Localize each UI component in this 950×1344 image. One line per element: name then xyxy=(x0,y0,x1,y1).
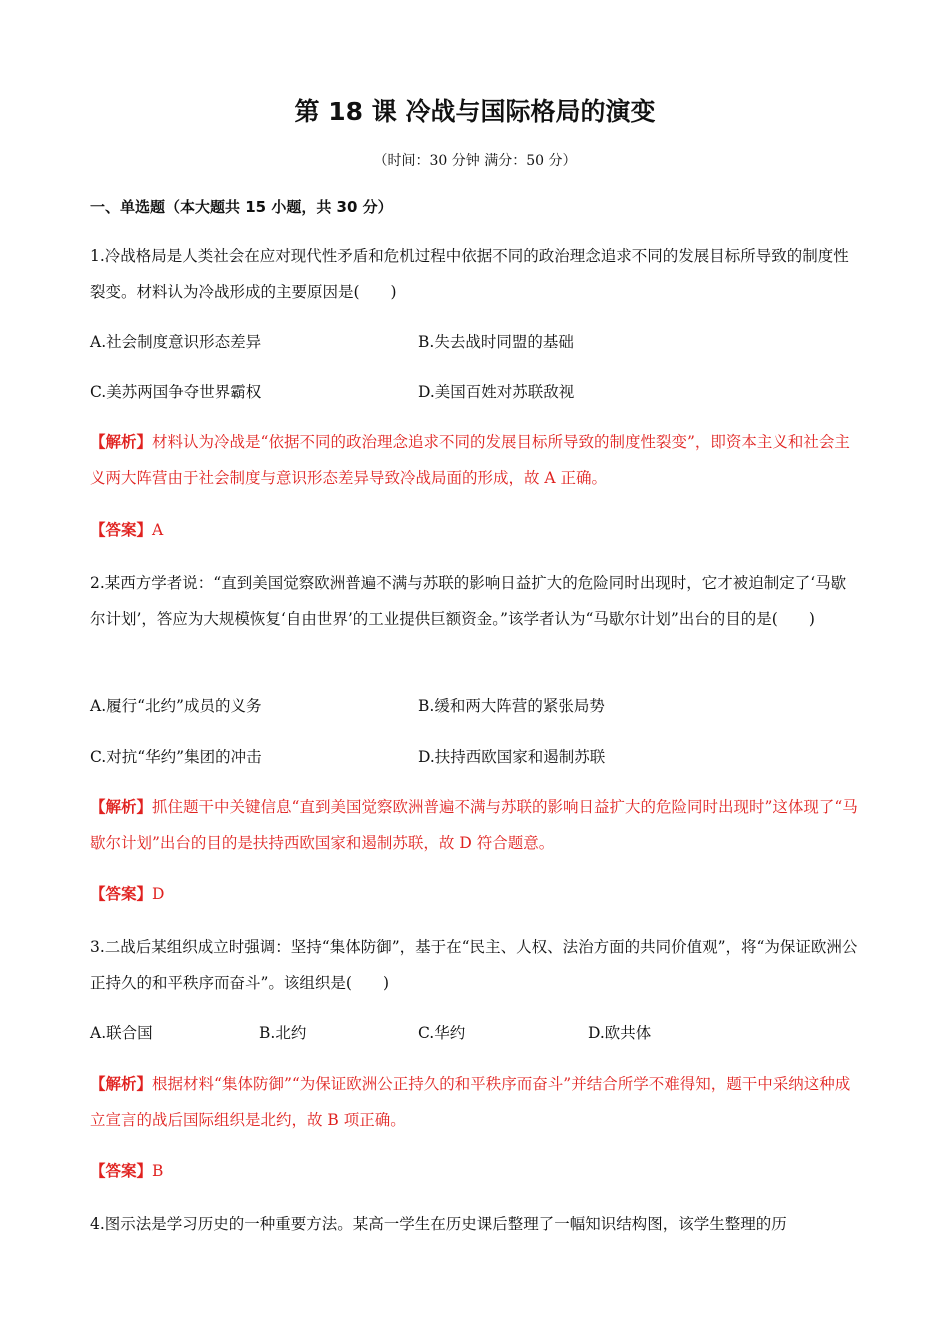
analysis-text: 根据材料“集体防御”“为保证欧洲公正持久的和平秩序而奋斗”并结合所学不难得知，题干中采纳这种成立宣言的战后国际组织是北约，故 B 项正确。 xyxy=(90,1075,851,1129)
answer-value: D xyxy=(152,885,165,903)
answer-label: 【答案】 xyxy=(90,1161,153,1180)
analysis-label: 【解析】 xyxy=(90,1074,153,1093)
question-2-option-a: A.履行“北约”成员的义务 xyxy=(90,697,262,715)
question-1-analysis xyxy=(90,424,860,496)
question-3-option-c: C.华约 xyxy=(418,1024,466,1042)
question-1-answer xyxy=(90,512,860,548)
answer-label: 【答案】 xyxy=(90,884,153,903)
question-3-stem: 3.二战后某组织成立时强调：坚持“集体防御”，基于在“民主、人权、法治方面的共同价值观”，将“为保证欧洲公正持久的和平秩序而奋斗”。该组织是( ) xyxy=(90,938,858,992)
question-1-option-c: C.美苏两国争夺世界霸权 xyxy=(90,383,262,401)
page-title: 第 18 课 冷战与国际格局的演变 xyxy=(294,97,656,126)
question-1-option-b: B.失去战时同盟的基础 xyxy=(418,333,574,351)
question-2-analysis xyxy=(90,789,860,861)
question-1-option-a: A.社会制度意识形态差异 xyxy=(90,333,262,351)
question-3-answer xyxy=(90,1153,860,1189)
answer-value: B xyxy=(152,1162,164,1180)
question-1-option-d: D.美国百姓对苏联敌视 xyxy=(418,383,575,401)
answer-label: 【答案】 xyxy=(90,520,153,539)
analysis-text: 材料认为冷战是“依据不同的政治理念追求不同的发展目标所导致的制度性裂变”，即资本主义和社会主义两大阵营由于社会制度与意识形态差异导致冷战局面的形成，故 A 正确。 xyxy=(90,433,850,487)
analysis-label: 【解析】 xyxy=(90,797,153,816)
question-2-stem: 2.某西方学者说：“直到美国觉察欧洲普遍不满与苏联的影响日益扩大的危险同时出现时，它才被迫制定了‘马歇尔计划’，答应为大规模恢复‘自由世界’的工业提供巨额资金。”该学者认为“马歇尔计划”出台的目的是( ) xyxy=(90,574,847,628)
question-2-answer xyxy=(90,876,860,912)
question-3-option-b: B.北约 xyxy=(259,1024,307,1042)
answer-value: A xyxy=(152,521,164,539)
question-2-option-d: D.扶持西欧国家和遏制苏联 xyxy=(418,748,606,766)
analysis-label: 【解析】 xyxy=(90,432,153,451)
question-2-option-b: B.缓和两大阵营的紧张局势 xyxy=(418,697,605,715)
section-heading: 一、单选题（本大题共 15 小题，共 30 分） xyxy=(90,198,393,216)
question-3-analysis xyxy=(90,1066,860,1138)
question-1-stem: 1.冷战格局是人类社会在应对现代性矛盾和危机过程中依据不同的政治理念追求不同的发展目标所导致的制度性裂变。材料认为冷战形成的主要原因是( ) xyxy=(90,247,849,301)
exam-info: （时间：30 分钟 满分：50 分） xyxy=(373,153,577,169)
question-3-option-d: D.欧共体 xyxy=(588,1024,652,1042)
analysis-text: 抓住题干中关键信息“直到美国觉察欧洲普遍不满与苏联的影响日益扩大的危险同时出现时”这体现了“马歇尔计划”出台的目的是扶持西欧国家和遏制苏联，故 D 符合题意。 xyxy=(90,798,858,852)
question-4-stem: 4.图示法是学习历史的一种重要方法。某高一学生在历史课后整理了一幅知识结构图，该学生整理的历 xyxy=(90,1215,787,1233)
question-2-option-c: C.对抗“华约”集团的冲击 xyxy=(90,748,262,766)
question-3-option-a: A.联合国 xyxy=(90,1024,153,1042)
